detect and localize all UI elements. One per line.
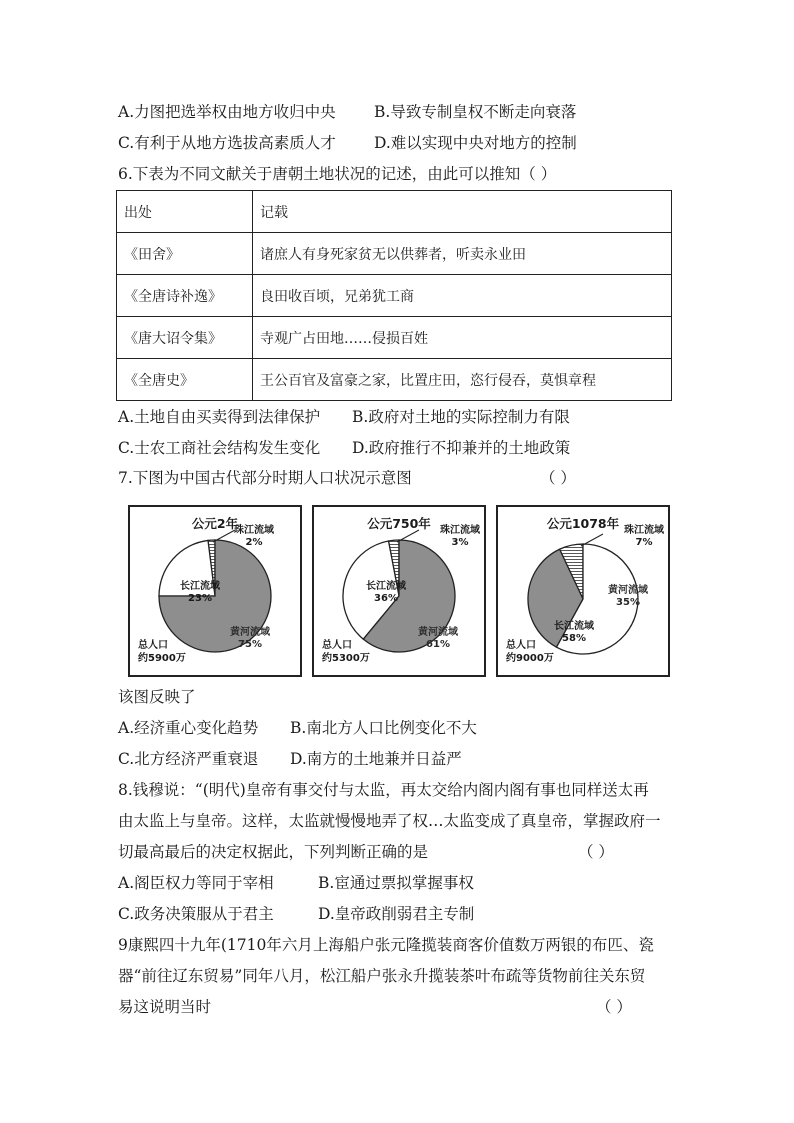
table-cell-record: 王公百官及富豪之家，比置庄田，恣行侵吞，莫惧章程 <box>253 359 672 401</box>
pie-label-yellow <box>418 627 458 651</box>
q6-option-c: C.士农工商社会结构发生变化 <box>118 439 321 457</box>
table-header-source: 出处 <box>117 191 253 233</box>
q5-option-a: A.力图把选举权由地方收归中央 <box>118 103 336 121</box>
pie-total-label: 总人口 <box>138 640 168 651</box>
q8-option-d: D.皇帝政削弱君主专制 <box>318 905 475 923</box>
q6-option-b: B.政府对土地的实际控制力有限 <box>352 408 570 426</box>
table-cell-record: 寺观广占田地……侵损百姓 <box>253 317 672 359</box>
q6-option-a: A.土地自由买卖得到法律保护 <box>118 408 321 426</box>
slice-name: 珠江流域 <box>440 525 480 536</box>
pie-total <box>138 639 186 665</box>
slice-percent: 58% <box>562 633 586 644</box>
slice-name: 黄河流域 <box>418 627 458 638</box>
slice-name: 长江流域 <box>366 581 406 592</box>
q7-answer-paren: （ ） <box>540 469 576 487</box>
pie-title: 公元2年 <box>191 516 239 531</box>
q7-option-d: D.南方的土地兼并日益严 <box>290 750 462 768</box>
q9-stem-line-1: 9康熙四十九年(1710年六月上海船户张元隆揽装商客价值数万两银的布匹、瓷 <box>118 936 654 954</box>
pie-label-pearl <box>234 525 274 549</box>
pie-label-pearl <box>440 525 480 549</box>
q9-stem-line-2: 器“前往辽东贸易”同年八月，松江船户张永升揽装茶叶布疏等货物前往关东贸 <box>118 967 646 985</box>
pie-chart-3 <box>496 505 670 677</box>
table-cell-record: 良田收百顷，兄弟犹工商 <box>253 275 672 317</box>
pie-total-value: 约5300万 <box>322 653 370 664</box>
q9-answer-paren: （ ） <box>596 998 632 1016</box>
table-row <box>117 233 672 275</box>
q6-table <box>116 190 672 401</box>
q8-answer-paren: （ ） <box>578 843 614 861</box>
q6-option-d: D.政府推行不抑兼并的土地政策 <box>352 439 571 457</box>
slice-name: 黄河流域 <box>230 627 270 638</box>
table-row <box>117 275 672 317</box>
pie-chart-1 <box>128 505 302 677</box>
q8-stem-line-2: 由太监上与皇帝。这样，太监就慢慢地弄了权…太监变成了真皇帝，掌握政府一 <box>118 812 661 830</box>
pie-title: 公元1078年 <box>546 516 620 531</box>
pie-total <box>506 639 554 665</box>
pie-total-value: 约9000万 <box>506 653 554 664</box>
slice-name: 黄河流域 <box>608 585 648 596</box>
table-cell-source: 《全唐诗补逸》 <box>117 275 253 317</box>
table-cell-source: 《全唐史》 <box>117 359 253 401</box>
slice-percent: 36% <box>374 593 398 604</box>
pie-label-yellow <box>608 585 648 609</box>
table-cell-source: 《田舍》 <box>117 233 253 275</box>
table-header-record: 记载 <box>253 191 672 233</box>
q8-option-a: A.阁臣权力等同于宰相 <box>118 874 274 892</box>
slice-name: 珠江流域 <box>234 525 274 536</box>
q8-stem-line-3: 切最高最后的决定权据此，下列判断正确的是 <box>118 843 429 861</box>
slice-percent: 35% <box>616 597 640 608</box>
slice-percent: 61% <box>426 639 450 650</box>
q7-follow-up: 该图反映了 <box>118 688 196 706</box>
q7-option-b: B.南北方人口比例变化不大 <box>290 719 477 737</box>
pie-total-value: 约5900万 <box>138 653 186 664</box>
slice-percent: 3% <box>451 537 469 548</box>
q9-stem-line-3: 易这说明当时 <box>118 998 212 1016</box>
q5-option-b: B.导致专制皇权不断走向衰落 <box>374 103 577 121</box>
slice-percent: 2% <box>245 537 263 548</box>
table-row <box>117 359 672 401</box>
pie-label-yangtze <box>180 581 220 605</box>
q7-option-a: A.经济重心变化趋势 <box>118 719 259 737</box>
pie-title: 公元750年 <box>367 516 431 531</box>
q5-option-c: C.有利于从地方选拔高素质人才 <box>118 134 336 152</box>
pie-label-yangtze <box>554 621 594 645</box>
slice-name: 珠江流域 <box>624 525 664 536</box>
q8-option-b: B.宦通过票拟掌握事权 <box>318 874 474 892</box>
pie-total-label: 总人口 <box>506 640 536 651</box>
q7-option-c: C.北方经济严重衰退 <box>118 750 259 768</box>
slice-name: 长江流域 <box>180 581 220 592</box>
slice-percent: 7% <box>635 537 653 548</box>
pie-total-label: 总人口 <box>322 640 352 651</box>
q6-stem: 6.下表为不同文献关于唐朝土地状况的记述，由此可以推知（ ） <box>118 165 557 183</box>
pie-label-yellow <box>230 627 270 651</box>
q8-stem-line-1: 8.钱穆说：“(明代)皇帝有事交付与太监，再太交给内阁内阁有事也同样送太再 <box>118 781 649 799</box>
pie-chart-2 <box>312 505 486 677</box>
table-cell-source: 《唐大诏令集》 <box>117 317 253 359</box>
slice-name: 长江流域 <box>554 621 594 632</box>
slice-percent: 23% <box>188 593 212 604</box>
pie-total <box>322 639 370 665</box>
pie-label-pearl <box>624 525 664 549</box>
q7-stem: 7.下图为中国古代部分时期人口状况示意图 <box>118 469 412 487</box>
slice-percent: 75% <box>238 639 262 650</box>
q8-option-c: C.政务决策服从于君主 <box>118 905 274 923</box>
pie-label-yangtze <box>366 581 406 605</box>
q5-option-d: D.难以实现中央对地方的控制 <box>374 134 577 152</box>
table-cell-record: 诸庶人有身死家贫无以供葬者，听卖永业田 <box>253 233 672 275</box>
table-row <box>117 317 672 359</box>
table-header-row <box>117 191 672 233</box>
